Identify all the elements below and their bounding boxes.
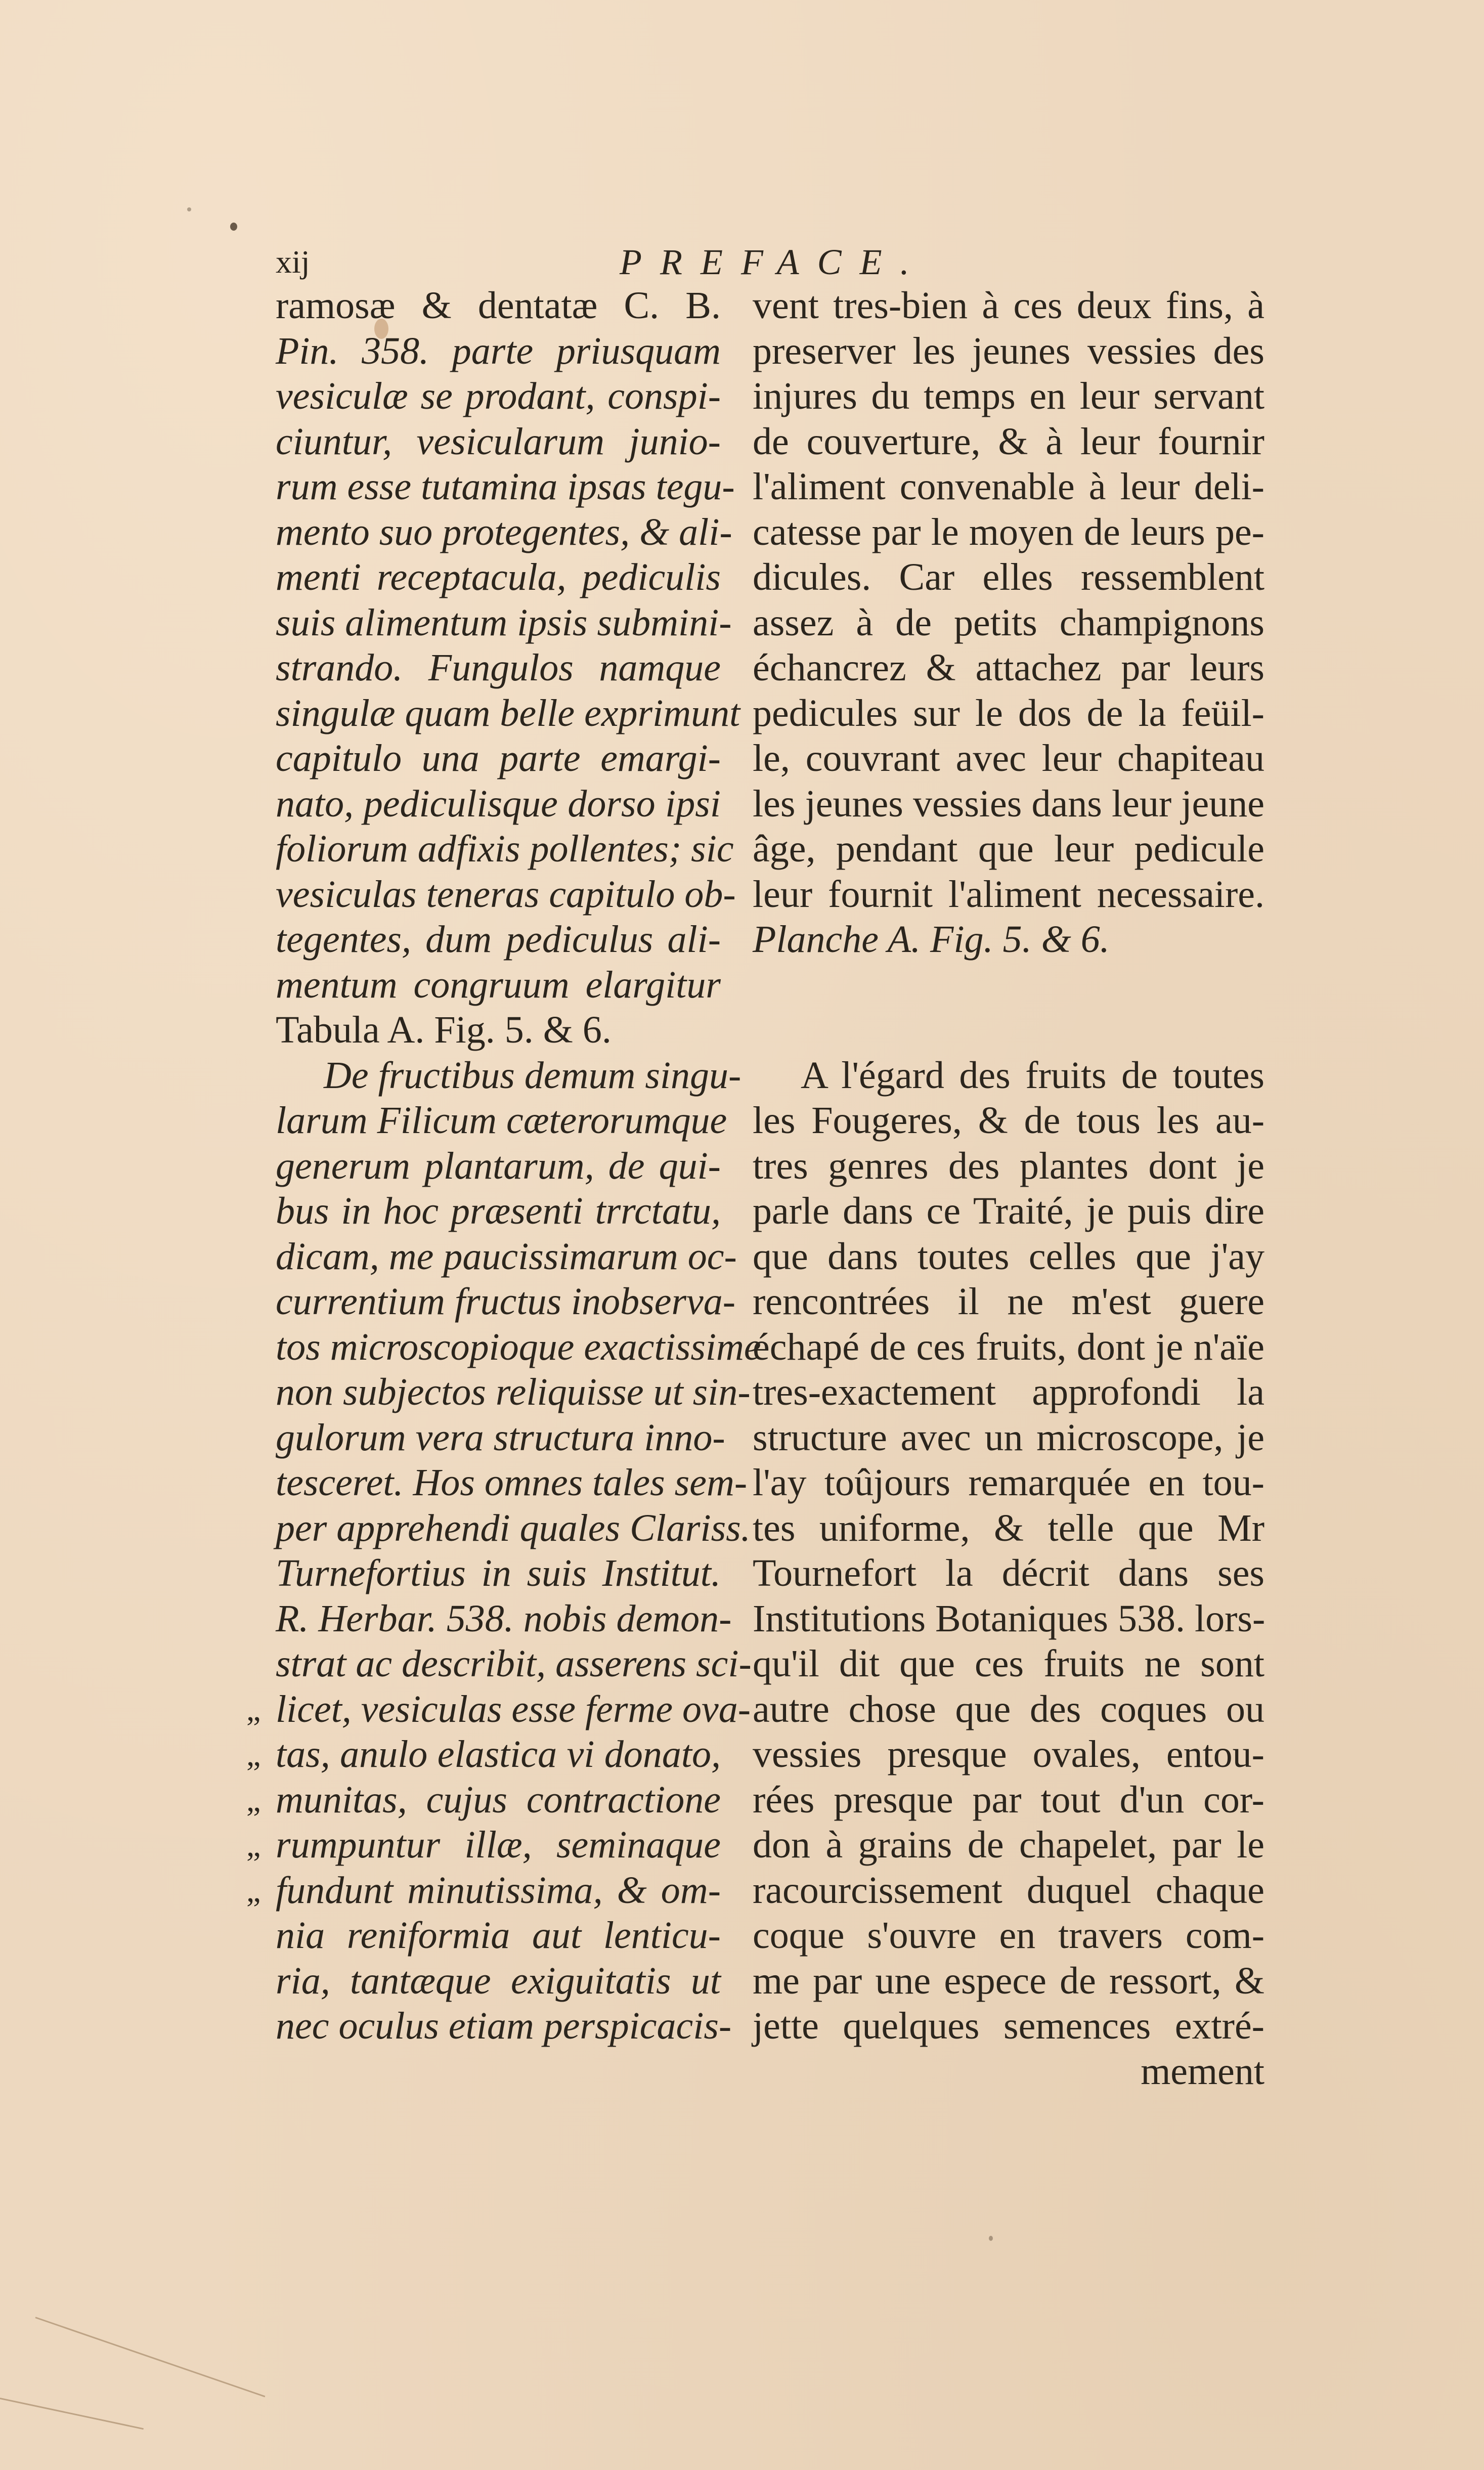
text-line: que dans toutes celles que j'ay: [753, 1235, 1264, 1278]
text-line: strat ac describit, asserens sci-: [276, 1642, 752, 1685]
text-line: me par une espece de ressort, &: [753, 1959, 1264, 2002]
text-line: Tournefort la décrit dans ses: [753, 1552, 1264, 1594]
paragraph-start: A l'égard des fruits de toutes: [801, 1054, 1264, 1097]
text-line: tres genres des plantes dont je: [753, 1144, 1264, 1187]
text-line: de couverture, & à leur fournir: [753, 420, 1264, 463]
paper-spot: [187, 207, 191, 211]
paper-crease: [0, 2398, 144, 2430]
text-line: qu'il dit que ces fruits ne sont: [753, 1642, 1264, 1685]
quoted-line: „ fundunt minutissima, & om-: [276, 1868, 721, 1914]
text-line: coque s'ouvre en travers com-: [753, 1914, 1264, 1957]
text-line: menti receptacula, pediculis: [276, 556, 721, 598]
text-line: dicam, me paucissimarum oc-: [276, 1235, 737, 1278]
paper-crease: [35, 2317, 266, 2397]
text-line: l'ay toûjours remarquée en tou-: [753, 1461, 1264, 1504]
text-line: preserver les jeunes vessies des: [753, 329, 1264, 372]
text-line: dicules. Car elles ressemblent: [753, 556, 1264, 598]
text-line: tegentes, dum pediculus ali-: [276, 918, 721, 961]
quote-mark: „: [246, 1827, 261, 1863]
text-line: ciuntur, vesicularum junio-: [276, 420, 721, 463]
quoted-line: „ munitas, cujus contractione: [276, 1778, 721, 1823]
quoted-line: „ licet, vesiculas esse ferme ova-: [276, 1687, 721, 1732]
text-line: Institutions Botaniques 538. lors-: [753, 1597, 1265, 1640]
text-line: jette quelques semences extré-: [753, 2005, 1264, 2047]
text-line: nia reniformia aut lenticu-: [276, 1914, 721, 1957]
quoted-line: „ rumpuntur illæ, seminaque: [276, 1823, 721, 1868]
text-line: autre chose que des coques ou: [753, 1687, 1264, 1730]
text-line: structure avec un microscope, je: [753, 1416, 1264, 1459]
page-number: xij: [276, 244, 310, 280]
paper-spot: [230, 223, 237, 231]
text-line: échapé de ces fruits, dont je n'aïe: [753, 1325, 1264, 1368]
paper-spot: [989, 2236, 993, 2241]
text-line: nato, pediculisque dorso ipsi: [276, 782, 721, 825]
running-title: PREFACE.: [620, 242, 928, 282]
quote-mark: „: [246, 1782, 261, 1818]
text-line: ria, tantæque exiguitatis ut: [276, 1959, 721, 2002]
text-line: nec oculus etiam perspicacis-: [276, 2005, 732, 2047]
text-line: vesiculas teneras capitulo ob-: [276, 873, 736, 916]
left-column-latin: [246, 283, 761, 2049]
text-line: currentium fructus inobserva-: [276, 1280, 736, 1323]
ink-stain: [374, 319, 388, 339]
text-line: parle dans ce Traité, je puis dire: [753, 1190, 1264, 1232]
text-line: injures du temps en leur servant: [753, 375, 1264, 417]
catchword: mement: [1141, 2050, 1264, 2093]
text-line: Pin. 358. parte priusquam: [276, 329, 721, 372]
text-line: tos microscopioque exactissime: [276, 1325, 761, 1368]
running-head: [276, 242, 1267, 282]
text-line: vessies presque ovales, entou-: [753, 1733, 1264, 1775]
text-line: gulorum vera structura inno-: [276, 1416, 725, 1459]
text-line: le, couvrant avec leur chapiteau: [753, 737, 1264, 779]
text-line: Turnefortius in suis Institut.: [276, 1552, 721, 1594]
text-line: larum Filicum cæterorumque: [276, 1099, 727, 1142]
text-line: foliorum adfixis pollentes; sic: [276, 828, 734, 870]
text-line: rées presque par tout d'un cor-: [753, 1778, 1264, 1821]
text-line: assez à de petits champignons: [753, 601, 1264, 644]
text-line: catesse par le moyen de leurs pe-: [753, 510, 1264, 553]
text-line: âge, pendant que leur pedicule: [753, 828, 1264, 870]
text-line: vent tres-bien à ces deux fins, à: [753, 284, 1264, 327]
text-line: tes uniforme, & telle que Mr: [753, 1506, 1264, 1549]
text-line: mento suo protegentes, & ali-: [276, 510, 732, 553]
text-line: rencontrées il ne m'est guere: [753, 1280, 1264, 1323]
quoted-line: „ tas, anulo elastica vi donato,: [276, 1732, 721, 1778]
text-line: non subjectos reliquisse ut sin-: [276, 1371, 751, 1413]
paragraph-start: De fructibus demum singu-: [324, 1054, 741, 1097]
text-line: l'aliment convenable à leur deli-: [753, 465, 1264, 508]
text-line: mentum congruum elargitur: [276, 963, 721, 1006]
text-line: vesiculæ se prodant, conspi-: [276, 375, 721, 417]
text-line: strando. Fungulos namque: [276, 646, 721, 689]
text-line: bus in hoc præsenti trrctatu,: [276, 1190, 721, 1232]
text-line: singulæ quam belle exprimunt: [276, 691, 740, 734]
figure-reference: Planche A. Fig. 5. & 6.: [753, 918, 1110, 961]
text-line: tres-exactement approfondi la: [753, 1371, 1264, 1413]
text-line: échancrez & attachez par leurs: [753, 646, 1264, 689]
text-line: generum plantarum, de qui-: [276, 1144, 721, 1187]
text-line: leur fournit l'aliment necessaire.: [753, 873, 1264, 916]
text-line: ramosæ & dentatæ C. B.: [276, 284, 721, 327]
quote-mark: „: [246, 1691, 261, 1727]
text-line: les jeunes vessies dans leur jeune: [753, 782, 1264, 825]
text-line: per apprehendi quales Clariss.: [276, 1506, 751, 1549]
right-column-french: [753, 283, 1264, 2094]
text-line: R. Herbar. 538. nobis demon-: [276, 1597, 732, 1640]
text-line: suis alimentum ipsis submini-: [276, 601, 732, 644]
text-line: les Fougeres, & de tous les au-: [753, 1099, 1264, 1142]
paragraph-gap: [753, 963, 1264, 1053]
text-line: don à grains de chapelet, par le: [753, 1824, 1264, 1866]
quote-mark: „: [246, 1872, 261, 1909]
text-line: rum esse tutamina ipsas tegu-: [276, 465, 735, 508]
figure-reference: Tabula A. Fig. 5. & 6.: [276, 1009, 612, 1051]
text-line: tesceret. Hos omnes tales sem-: [276, 1461, 748, 1504]
text-line: capitulo una parte emargi-: [276, 737, 721, 779]
quote-mark: „: [246, 1737, 261, 1772]
text-line: racourcissement duquel chaque: [753, 1869, 1264, 1912]
text-line: pedicules sur le dos de la feüil-: [753, 691, 1264, 734]
